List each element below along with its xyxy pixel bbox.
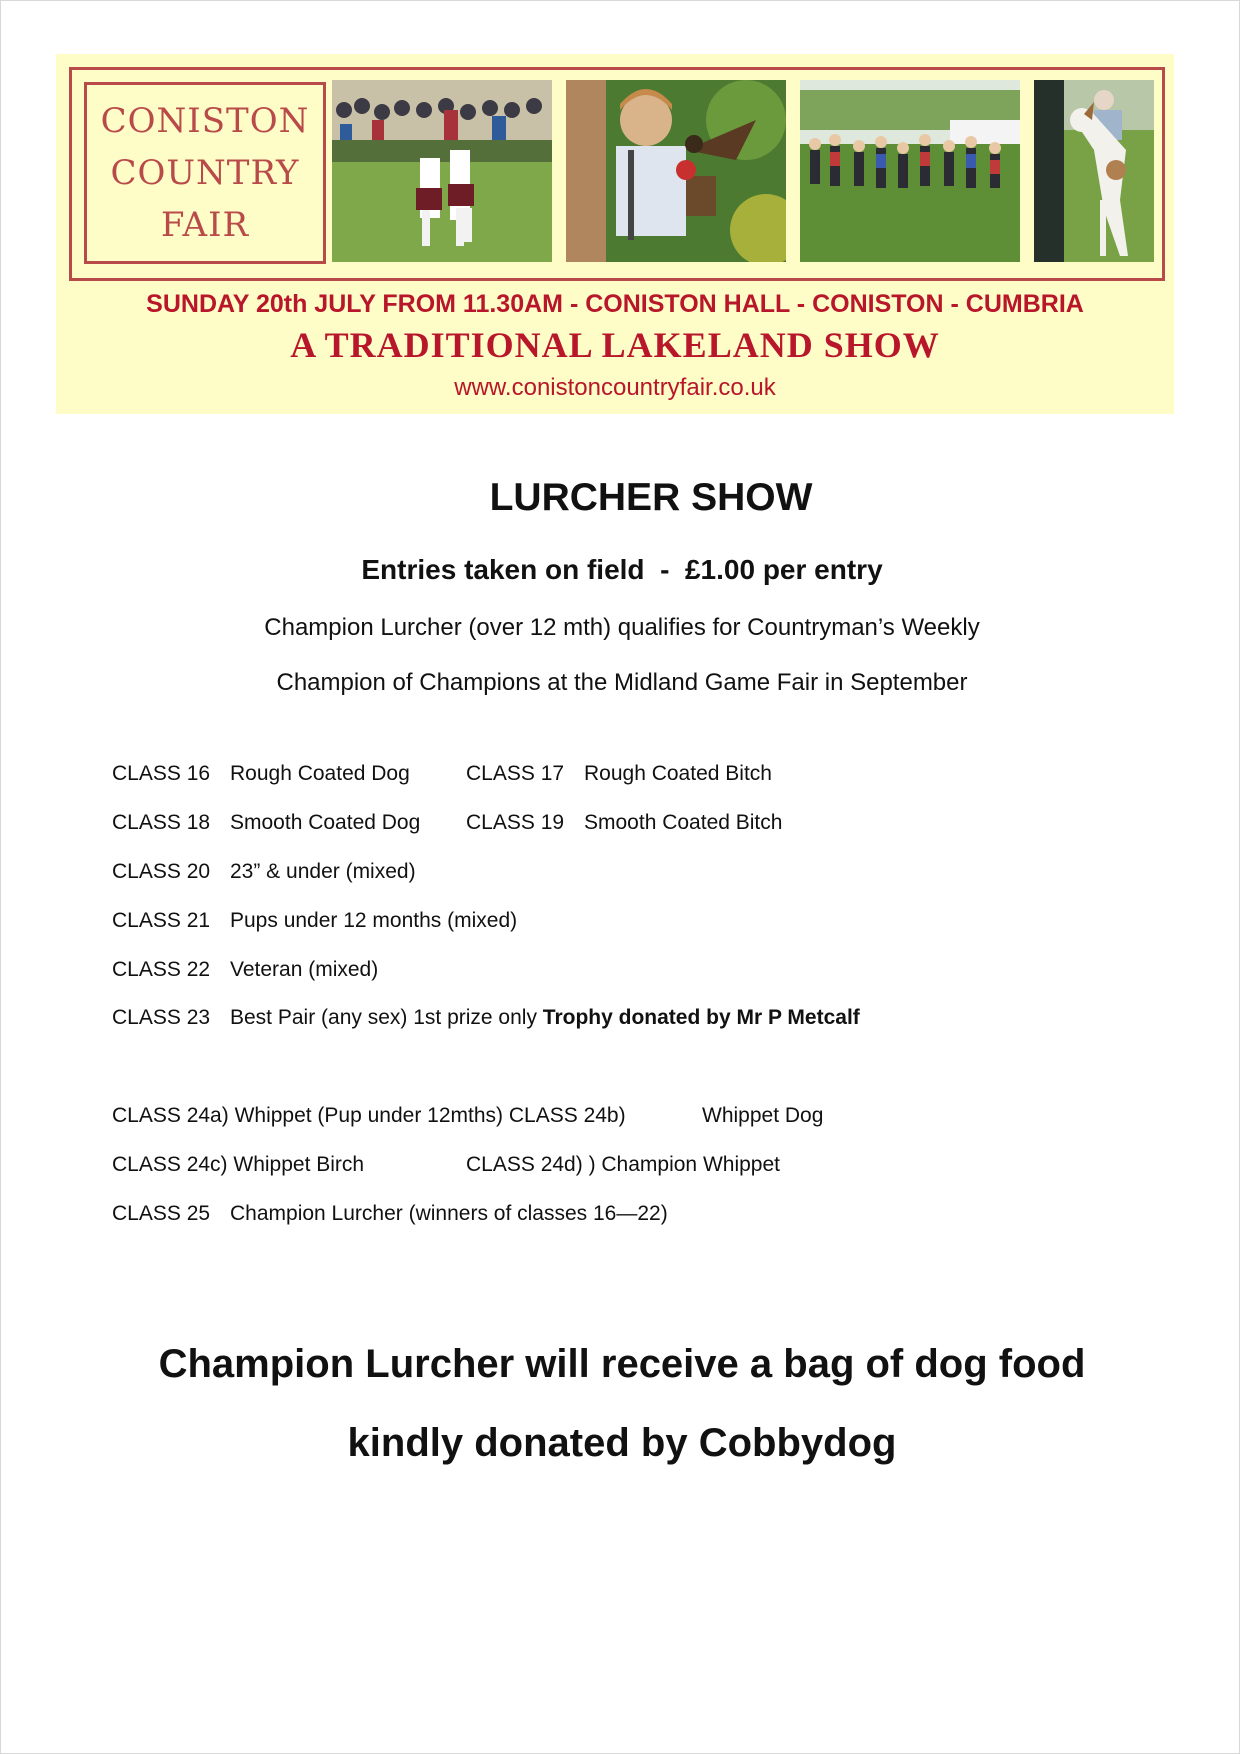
fair-website-link[interactable]: www.conistoncountryfair.co.uk	[454, 374, 776, 401]
fair-tagline: A TRADITIONAL LAKELAND SHOW	[290, 325, 940, 365]
class-description: Whippet Dog	[702, 1104, 824, 1127]
prize-note-line-1: Champion Lurcher will receive a bag of dog food	[158, 1342, 1086, 1386]
trophy-note: Trophy donated by Mr P Metcalf	[542, 1006, 860, 1029]
fair-date-line: SUNDAY 20th JULY FROM 11.30AM - CONISTON HALL - CONISTON - CUMBRIA	[146, 290, 1084, 318]
class-description: Smooth Coated Bitch	[584, 811, 783, 834]
class-description: Smooth Coated Dog	[230, 811, 421, 834]
class-text: CLASS 24d) ) Champion Whippet	[466, 1153, 780, 1176]
wrestling-photo	[332, 80, 552, 262]
fell-race-photo	[800, 80, 1020, 262]
prize-note-line-2: kindly donated by Cobbydog	[347, 1421, 897, 1465]
logo-line-2: COUNTRY	[110, 153, 300, 193]
class-text: CLASS 24c) Whippet Birch	[112, 1153, 365, 1176]
class-number: CLASS 16	[112, 762, 211, 785]
class-description: Rough Coated Dog	[230, 762, 410, 785]
qualification-note-line-1: Champion Lurcher (over 12 mth) qualifies for Countryman’s Weekly	[264, 614, 980, 641]
class-text: CLASS 24a) Whippet (Pup under 12mths) CLASS 24b)	[112, 1104, 626, 1127]
class-description	[230, 1006, 860, 1030]
class-number: CLASS 23	[112, 1006, 211, 1029]
logo-line-1: CONISTON	[100, 101, 310, 141]
class-number: CLASS 22	[112, 958, 211, 981]
class-number: CLASS 18	[112, 811, 211, 834]
class-description-text: Best Pair (any sex) 1st prize only	[230, 1006, 537, 1029]
class-number: CLASS 21	[112, 909, 211, 932]
page-title: LURCHER SHOW	[489, 476, 813, 519]
banner-frame	[69, 67, 1165, 281]
fair-banner	[56, 54, 1174, 414]
qualification-note-line-2: Champion of Champions at the Midland Game Fair in September	[276, 669, 968, 696]
class-description: Pups under 12 months (mixed)	[230, 909, 518, 932]
class-description: 23” & under (mixed)	[230, 860, 416, 883]
class-number: CLASS 19	[466, 811, 565, 834]
class-number: CLASS 20	[112, 860, 211, 883]
class-description: Champion Lurcher (winners of classes 16—22)	[230, 1202, 668, 1225]
hound-photo	[1034, 80, 1154, 262]
entries-info: Entries taken on field - £1.00 per entry	[361, 554, 883, 585]
class-number: CLASS 25	[112, 1202, 211, 1225]
class-description: Rough Coated Bitch	[584, 762, 772, 785]
class-number: CLASS 17	[466, 762, 565, 785]
class-description: Veteran (mixed)	[230, 958, 379, 981]
falconry-girl-photo	[566, 80, 786, 262]
logo-line-3: FAIR	[160, 205, 250, 245]
fair-logo	[84, 82, 326, 264]
